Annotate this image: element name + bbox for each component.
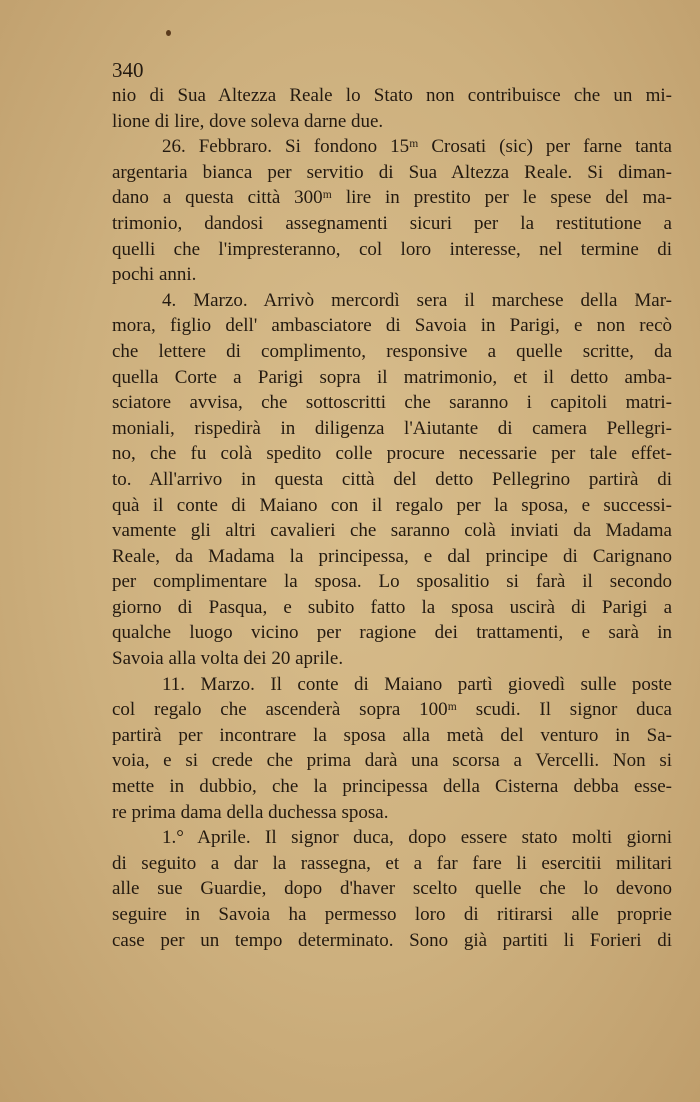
text-line: che lettere di complimento, responsive a quelle scritte, da <box>112 340 672 362</box>
text-line: sciatore avvisa, che sottoscritti che saranno i capitoli matri- <box>112 392 672 414</box>
text-line: pochi anni. <box>112 264 197 286</box>
paragraph <box>112 288 672 672</box>
ink-speck <box>166 30 171 36</box>
text-line: 1.° Aprile. Il signor duca, dopo essere stato molti giorni <box>162 827 672 849</box>
text-line: re prima dama della duchessa sposa. <box>112 801 389 823</box>
text-line: voia, e si crede che prima darà una scorsa a Vercelli. Non si <box>112 750 672 772</box>
paragraph <box>112 672 672 826</box>
text-line: partirà per incontrare la sposa alla metà del venturo in Sa- <box>112 724 672 746</box>
text-line: seguire in Savoia ha permesso loro di ritirarsi alle proprie <box>112 904 672 925</box>
paragraph <box>112 825 672 953</box>
text-line: alle sue Guardie, dopo d'haver scelto quelle che lo devono <box>112 878 672 900</box>
text-line: 11. Marzo. Il conte di Maiano partì giovedì sulle poste <box>162 673 672 695</box>
page-number: 340 <box>112 58 144 82</box>
text-line: qualche luogo vicino per ragione dei trattamenti, e sarà in <box>112 622 672 644</box>
text-line: quà il conte di Maiano con il regalo per la sposa, e successi- <box>112 494 672 516</box>
text-line: moniali, rispedirà in diligenza l'Aiutante di camera Pellegri- <box>112 417 672 439</box>
text-line: case per un tempo determinato. Sono già partiti li Forieri di <box>112 929 672 951</box>
text-line: argentaria bianca per servitio di Sua Altezza Reale. Si diman- <box>112 161 672 183</box>
text-line: lione di lire, dove soleva darne due. <box>112 110 384 132</box>
text-line: no, che fu colà spedito colle procure necessarie per tale effet- <box>112 443 672 465</box>
text-line: 26. Febbraro. Si fondono 15ᵐ Crosati (sic) per farne tanta <box>162 136 672 158</box>
text-line: 4. Marzo. Arrivò mercordì sera il marchese della Mar- <box>162 289 672 311</box>
paragraph <box>112 83 672 134</box>
text-line: Reale, da Madama la principessa, e dal principe di Carignano <box>112 545 672 567</box>
text-line: nio di Sua Altezza Reale lo Stato non contribuisce che un mi- <box>112 85 672 106</box>
text-line: per complimentare la sposa. Lo sposalitio si farà il secondo <box>112 571 672 593</box>
text-line: mora, figlio dell' ambasciatore di Savoia in Parigi, e non recò <box>112 315 672 337</box>
text-line: quelli che l'impresteranno, col loro interesse, nel termine di <box>112 238 672 260</box>
text-line: quella Corte a Parigi sopra il matrimonio, et il detto amba- <box>112 366 672 388</box>
text-line: di seguito a dar la rassegna, et a far fare li esercitii militari <box>112 852 672 874</box>
text-line: col regalo che ascenderà sopra 100ᵐ scudi. Il signor duca <box>112 699 672 721</box>
text-line: trimonio, dandosi assegnamenti sicuri per la restitutione a <box>112 212 672 234</box>
page-text <box>112 57 672 953</box>
text-line: vamente gli altri cavalieri che saranno colà inviati da Madama <box>112 520 672 542</box>
paragraph <box>112 134 672 288</box>
paragraphs <box>112 83 672 953</box>
text-line: Savoia alla volta dei 20 aprile. <box>112 648 344 670</box>
text-line: to. All'arrivo in questa città del detto Pellegrino partirà di <box>112 468 672 490</box>
text-line: mette in dubbio, che la principessa della Cisterna debba esse- <box>112 776 672 798</box>
text-line: dano a questa città 300ᵐ lire in prestito per le spese del ma- <box>112 187 672 209</box>
text-line: giorno di Pasqua, e subito fatto la sposa uscirà di Parigi a <box>112 596 672 618</box>
